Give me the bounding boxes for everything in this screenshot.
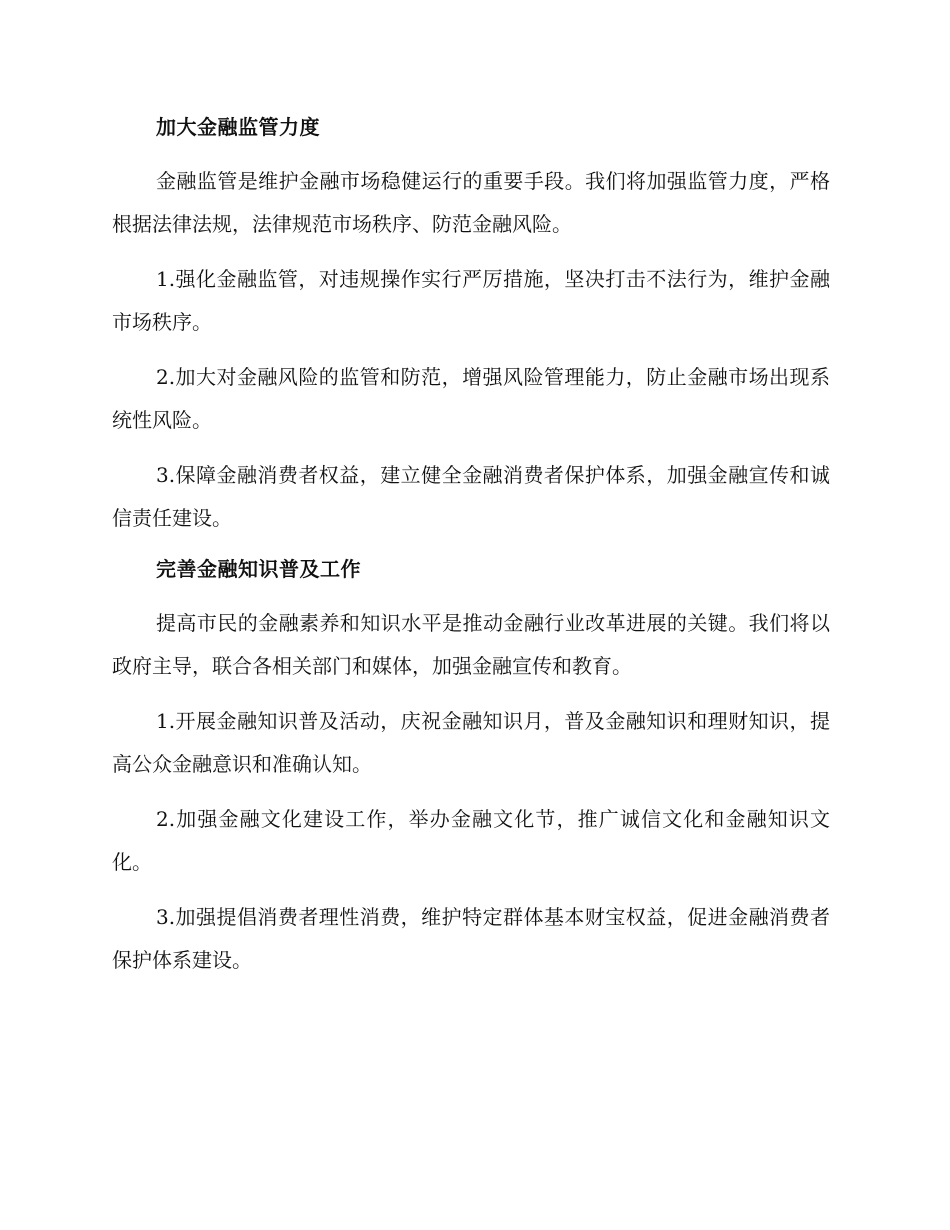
section-financial-supervision (112, 112, 830, 540)
paragraph: 1.强化金融监管，对违规操作实行严厉措施，坚决打击不法行为，维护金融市场秩序。 (112, 267, 830, 334)
paragraph: 提高市民的金融素养和知识水平是推动金融行业改革进展的关键。我们将以政府主导，联合各相关部门和媒体，加强金融宣传和教育。 (112, 611, 830, 678)
paragraph: 3.保障金融消费者权益，建立健全金融消费者保护体系，加强金融宣传和诚信责任建设。 (112, 463, 830, 530)
paragraph: 3.加强提倡消费者理性消费，维护特定群体基本财宝权益，促进金融消费者保护体系建设。 (112, 905, 830, 972)
paragraph: 2.加大对金融风险的监管和防范，增强风险管理能力，防止金融市场出现系统性风险。 (112, 365, 830, 432)
paragraph: 1.开展金融知识普及活动，庆祝金融知识月，普及金融知识和理财知识，提高公众金融意识和准确认知。 (112, 709, 830, 776)
section-financial-education (112, 554, 830, 982)
paragraph: 金融监管是维护金融市场稳健运行的重要手段。我们将加强监管力度，严格根据法律法规，法律规范市场秩序、防范金融风险。 (112, 169, 830, 236)
paragraph: 2.加强金融文化建设工作，举办金融文化节，推广诚信文化和金融知识文化。 (112, 807, 830, 874)
section-heading: 完善金融知识普及工作 (156, 557, 361, 581)
document-body (112, 112, 830, 994)
section-heading: 加大金融监管力度 (156, 115, 320, 139)
